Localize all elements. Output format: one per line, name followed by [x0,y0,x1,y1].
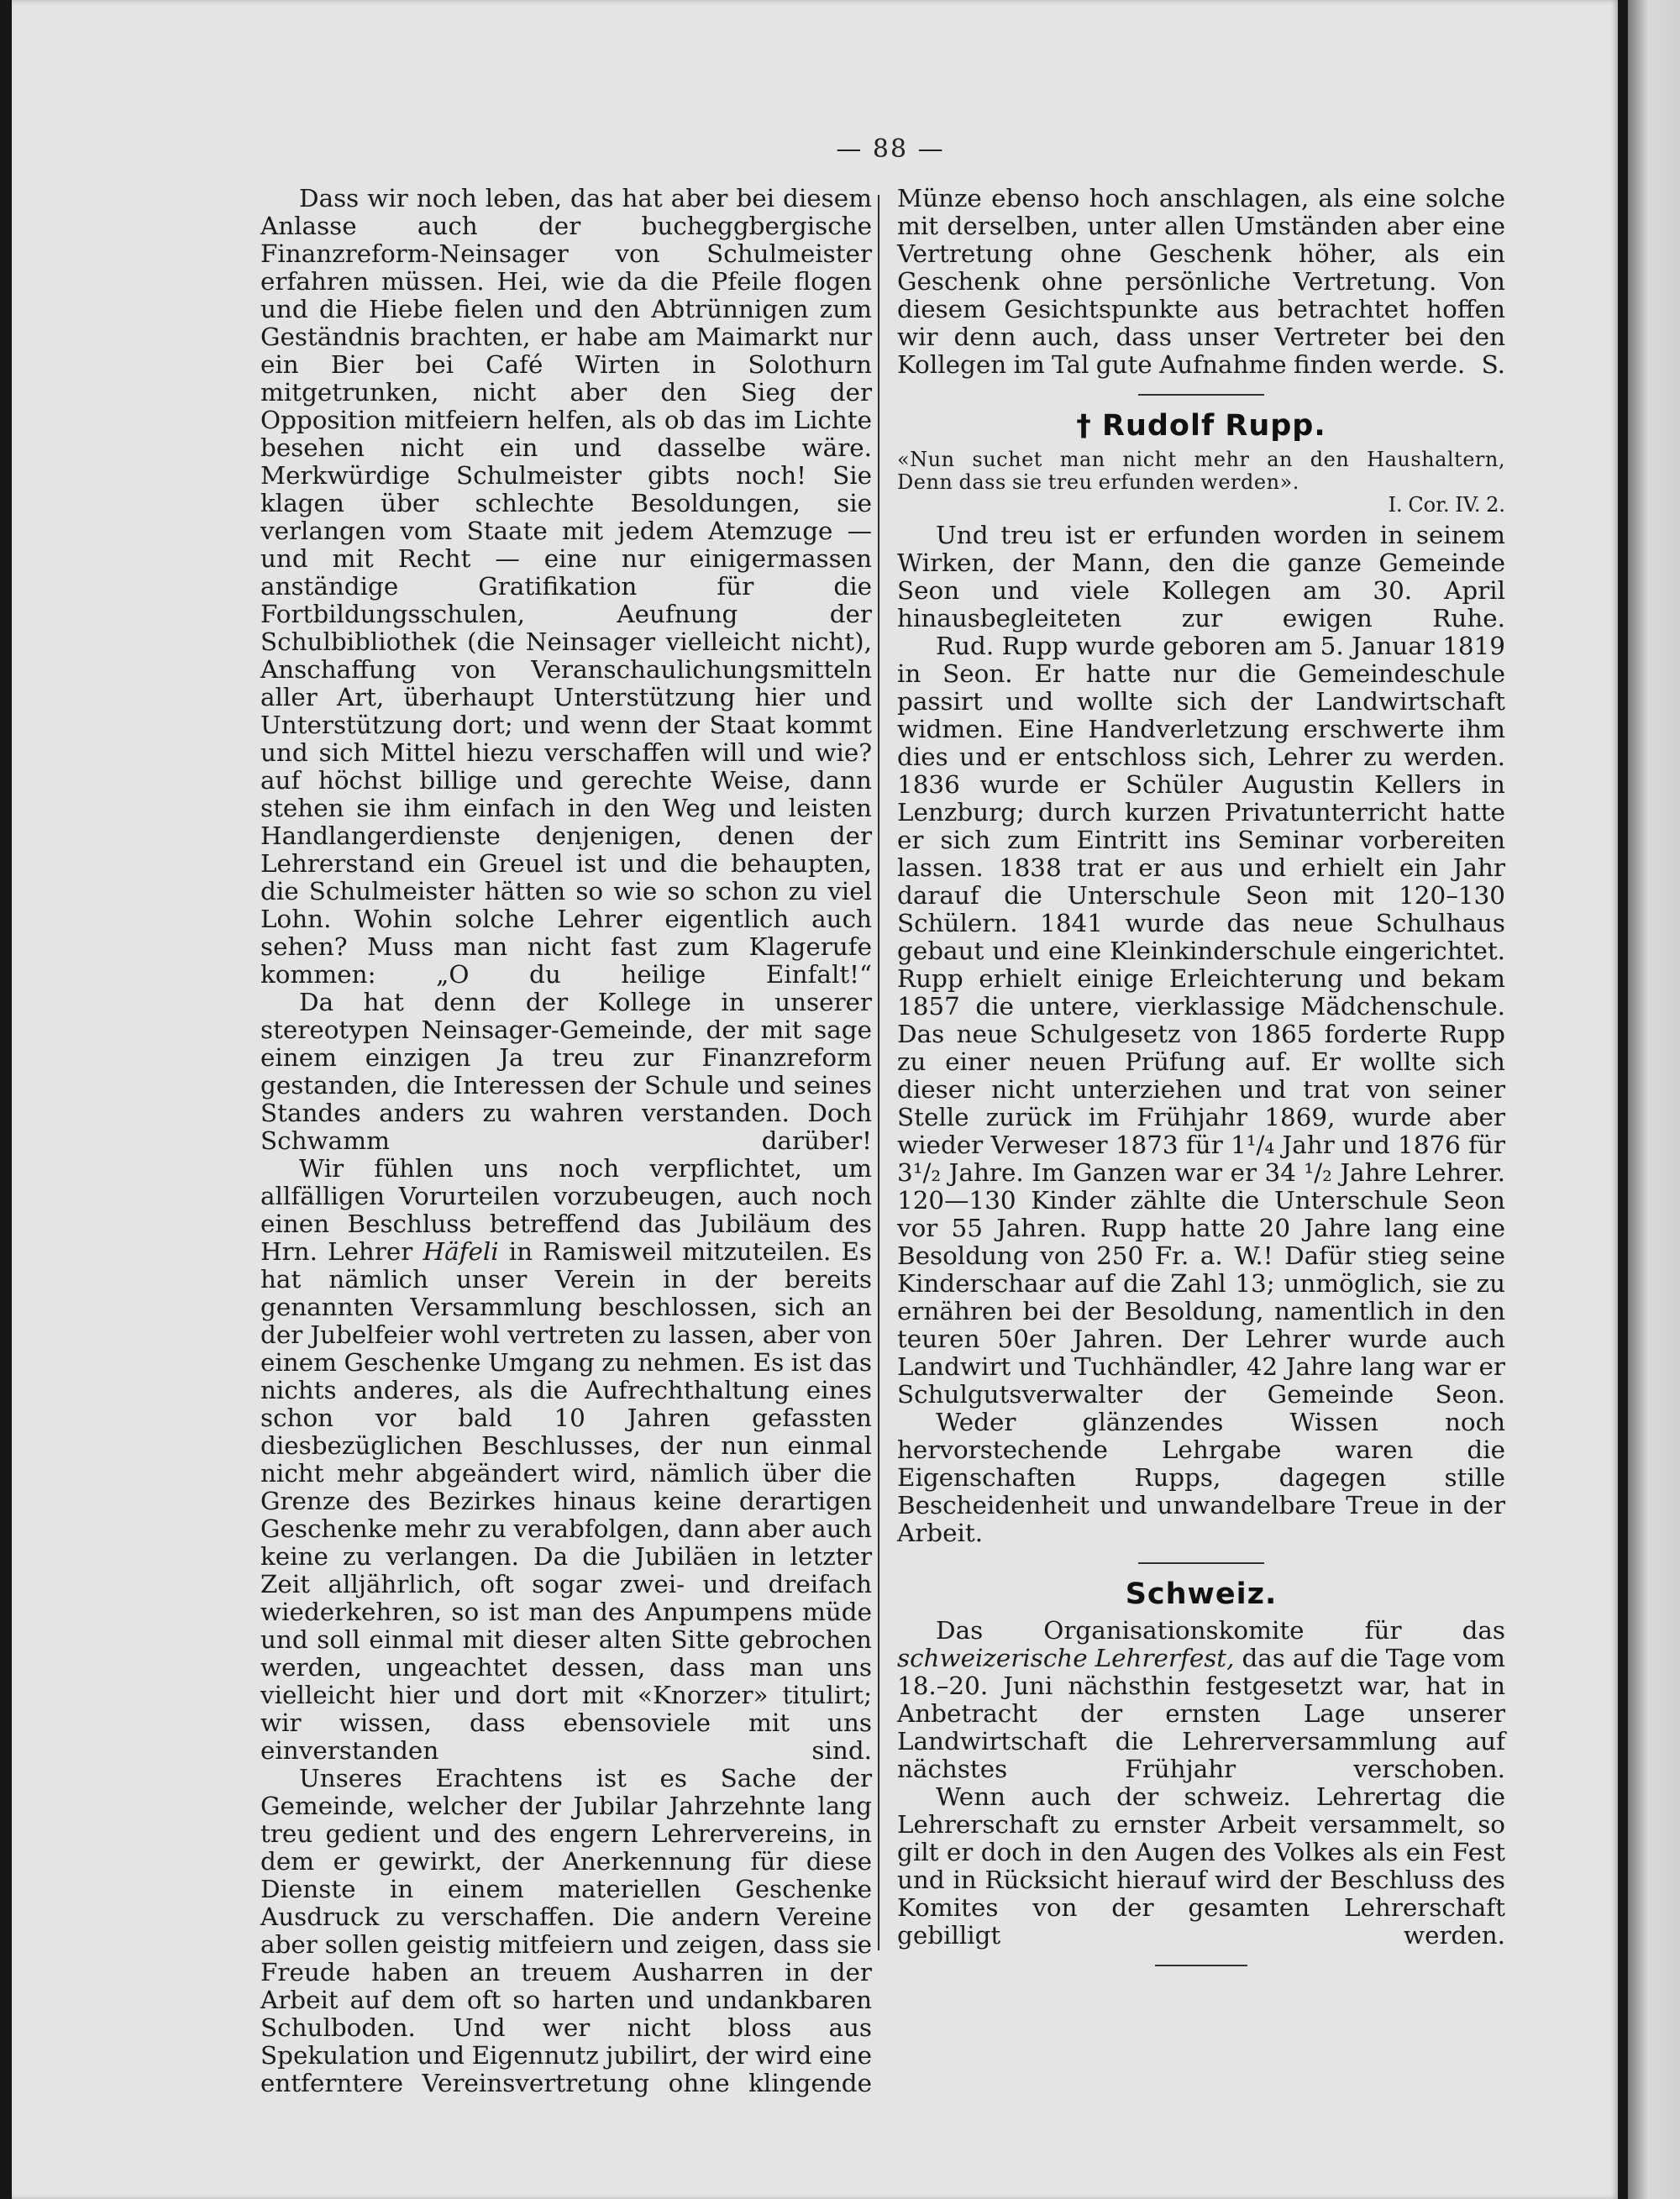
schweiz-p1-italic: schweizerische Lehrerfest, [897,1644,1235,1672]
left-paragraph-3-rest: in Ramisweil mitzuteilen. Es hat nämlich unser Verein in der bereits genannten Versammlung beschlossen, sich an der Jubelfeier wohl vertreten zu lassen, aber von einem Geschenke Umgang zu nehmen. Es ist das nichts anderes, als die Aufrechthaltung eines schon vor bald 10 Jahren gefassten diesbezüglichen Beschlusses, der nun einmal nicht mehr abgeändert wird, nämlich über die Grenze des Bezirkes hinaus keine derartigen Geschenke mehr zu verabfolgen, dann aber auch keine zu verlangen. Da die Jubiläen in letzter Zeit alljährlich, oft sogar zwei- und dreifach wiederkehren, so ist man des Anpumpens müde und soll einmal mit dieser alten Sitte gebrochen werden, ungeachtet dessen, dass man uns vielleicht hier und dort mit «Knorzer» titulirt; wir wissen, dass ebensoviele mit uns einverstanden sind. [260,1237,873,1765]
continuation-paragraph [897,185,1505,379]
left-paragraph-3 [260,1155,872,1765]
next-page-edge [1628,0,1680,2199]
obituary-paragraph-3: Weder glänzendes Wissen noch hervorstechende Lehrgabe waren die Eigenschaften Rupps, dagegen stille Bescheidenheit und unwandelbare Treue in der Arbeit. [897,1408,1505,1547]
left-paragraph-3-text: Wir fühlen uns noch verpflichtet, um allfälligen Vorurteilen vorzubeugen, auch noch einen Beschluss betreffend das Jubiläum des Hrn. Lehrer [260,1154,872,1266]
obituary-motto-source: I. Cor. IV. 2. [1388,493,1505,517]
obituary-paragraph-1: Und treu ist er erfunden worden in seinem Wirken, der Mann, den die ganze Gemeinde Seon und viele Kollegen am 30. April hinausbegleiteten zur ewigen Ruhe. [897,521,1505,632]
obituary-motto-line-1: «Nun suchet man nicht mehr an den Haushaltern, [897,448,1505,471]
schweiz-p1-end: das auf die Tage vom 18.–20. Juni nächsthin festgesetzt war, hat in Anbetracht der ernsten Lage unserer Landwirtschaft die Lehrerversammlung auf nächstes Frühjahr verschoben. [897,1644,1506,1783]
section-rule-1 [1138,394,1264,396]
continuation-text: Münze ebenso hoch anschlagen, als eine solche mit derselben, unter allen Umständen aber eine Vertretung ohne Geschenk höher, als ein Geschenk ohne persönliche Vertretung. Von diesem Gesichtspunkte aus betrachtet hoffen wir denn auch, dass unser Vertreter bei den Kollegen im Tal gute Aufnahme finden werde. [897,184,1505,379]
schweiz-p1-start: Das Organisationskomite für das [936,1616,1505,1645]
left-column [260,185,872,2097]
left-paragraph-4: Unseres Erachtens ist es Sache der Gemeinde, welcher der Jubilar Jahrzehnte lang treu gedient und des engern Lehrervereins, in dem er gewirkt, der Anerkennung für diese Dienste in einem materiellen Geschenke Ausdruck zu verschaffen. Die andern Vereine aber sollen geistig mitfeiern und zeigen, dass sie Freude haben an treuem Ausharren in der Arbeit auf dem oft so harten und undankbaren Schulboden. Und wer nicht bloss aus Spekulation und Eigennutz jubilirt, der wird eine entferntere Vereinsvertretung ohne klingende [260,1764,872,2097]
schweiz-title: Schweiz. [1125,1577,1278,1611]
left-paragraph-1: Dass wir noch leben, das hat aber bei diesem Anlasse auch der bucheggbergische Finanzreform-Neinsager von Schulmeister erfahren müssen. Hei, wie da die Pfeile flogen und die Hiebe fielen und den Abtrünnigen zum Geständnis brachten, er habe am Maimarkt nur ein Bier bei Café Wirten in Solothurn mitgetrunken, nicht aber den Sieg der Opposition mitfeiern helfen, als ob das im Lichte besehen nicht ein und dasselbe wäre. Merkwürdige Schulmeister gibts noch! Sie klagen über schlechte Besoldungen, sie verlangen vom Staate mit jedem Atemzuge — und mit Recht — eine nur einigermassen anständige Gratifikation für die Fortbildungsschulen, Aeufnung der Schulbibliothek (die Neinsager vielleicht nicht), Anschaffung von Veranschaulichungsmitteln aller Art, überhaupt Unterstützung hier und Unterstützung dort; und wenn der Staat kommt und sich Mittel hiezu verschaffen will und wie? auf höchst billige und gerechte Weise, dann stehen sie ihm einfach in den Weg und leisten Handlangerdienste denjenigen, denen der Lehrerstand ein Greuel ist und die behaupten, die Schulmeister hätten so wie so schon zu viel Lohn. Wohin solche Lehrer eigentlich auch sehen? Muss man nicht fast zum Klagerufe kommen: „O du heilige Einfalt!“ [260,184,872,989]
obituary-title: † Rudolf Rupp. [1076,409,1326,443]
left-paragraph-2: Da hat denn der Kollege in unserer stereotypen Neinsager-Gemeinde, der mit sage einem einzigen Ja treu zur Finanzreform gestanden, die Interessen der Schule und seines Standes anders zu wahren verstanden. Doch Schwamm darüber! [260,988,872,1155]
right-column [897,185,1505,1983]
obituary-motto-line-2: Denn dass sie treu erfunden werden». [897,470,1299,494]
column-divider [878,195,879,1950]
name-haefeli: Häfeli [423,1237,499,1266]
page-number: — 88 — [836,134,945,164]
schweiz-paragraph-2: Wenn auch der schweiz. Lehrertag die Lehrerschaft zu ernster Arbeit versammelt, so gilt er doch in den Augen des Volkes als ein Fest und in Rücksicht hierauf wird der Beschluss des Komites von der gesamten Lehrerschaft gebilligt werden. [897,1782,1505,1950]
obituary-paragraph-2: Rud. Rupp wurde geboren am 5. Januar 1819 in Seon. Er hatte nur die Gemeindeschule passirt und wollte sich der Landwirtschaft widmen. Eine Handverletzung erschwerte ihm dies und er entschloss sich, Lehrer zu werden. 1836 wurde er Schüler Augustin Kellers in Lenzburg; durch kurzen Privatunterricht hatte er sich zum Eintritt ins Seminar vorbereiten lassen. 1838 trat er aus und erhielt ein Jahr darauf die Unterschule Seon mit 120–130 Schülern. 1841 wurde das neue Schulhaus gebaut und eine Kleinkinderschule eingerichtet. Rupp erhielt einige Erleichterung und bekam 1857 die untere, vierklassige Mädchenschule. Das neue Schulgesetz von 1865 forderte Rupp zu einer neuen Prüfung auf. Er wollte sich dieser nicht unterziehen und trat von seiner Stelle zurück im Frühjahr 1869, wurde aber wieder Verweser 1873 für 1¹/₄ Jahr und 1876 für 3¹/₂ Jahre. Im Ganzen war er 34 ¹/₂ Jahre Lehrer. 120—130 Kinder zählte die Unterschule Seon vor 55 Jahren. Rupp hatte 20 Jahre lang eine Besoldung von 250 Fr. a. W.! Dafür stieg seine Kinderschaar auf die Zahl 13; unmöglich, sie zu ernähren bei der Besoldung, namentlich in den teuren 50er Jahren. Der Lehrer wurde auch Landwirt und Tuchhändler, 42 Jahre lang war er Schulgutsverwalter der Gemeinde Seon. [897,632,1505,1409]
section-rule-2 [1138,1562,1264,1564]
section-rule-3 [1155,1965,1247,1966]
schweiz-paragraph-1 [897,1617,1505,1783]
continuation-signature: S. [1481,350,1505,379]
